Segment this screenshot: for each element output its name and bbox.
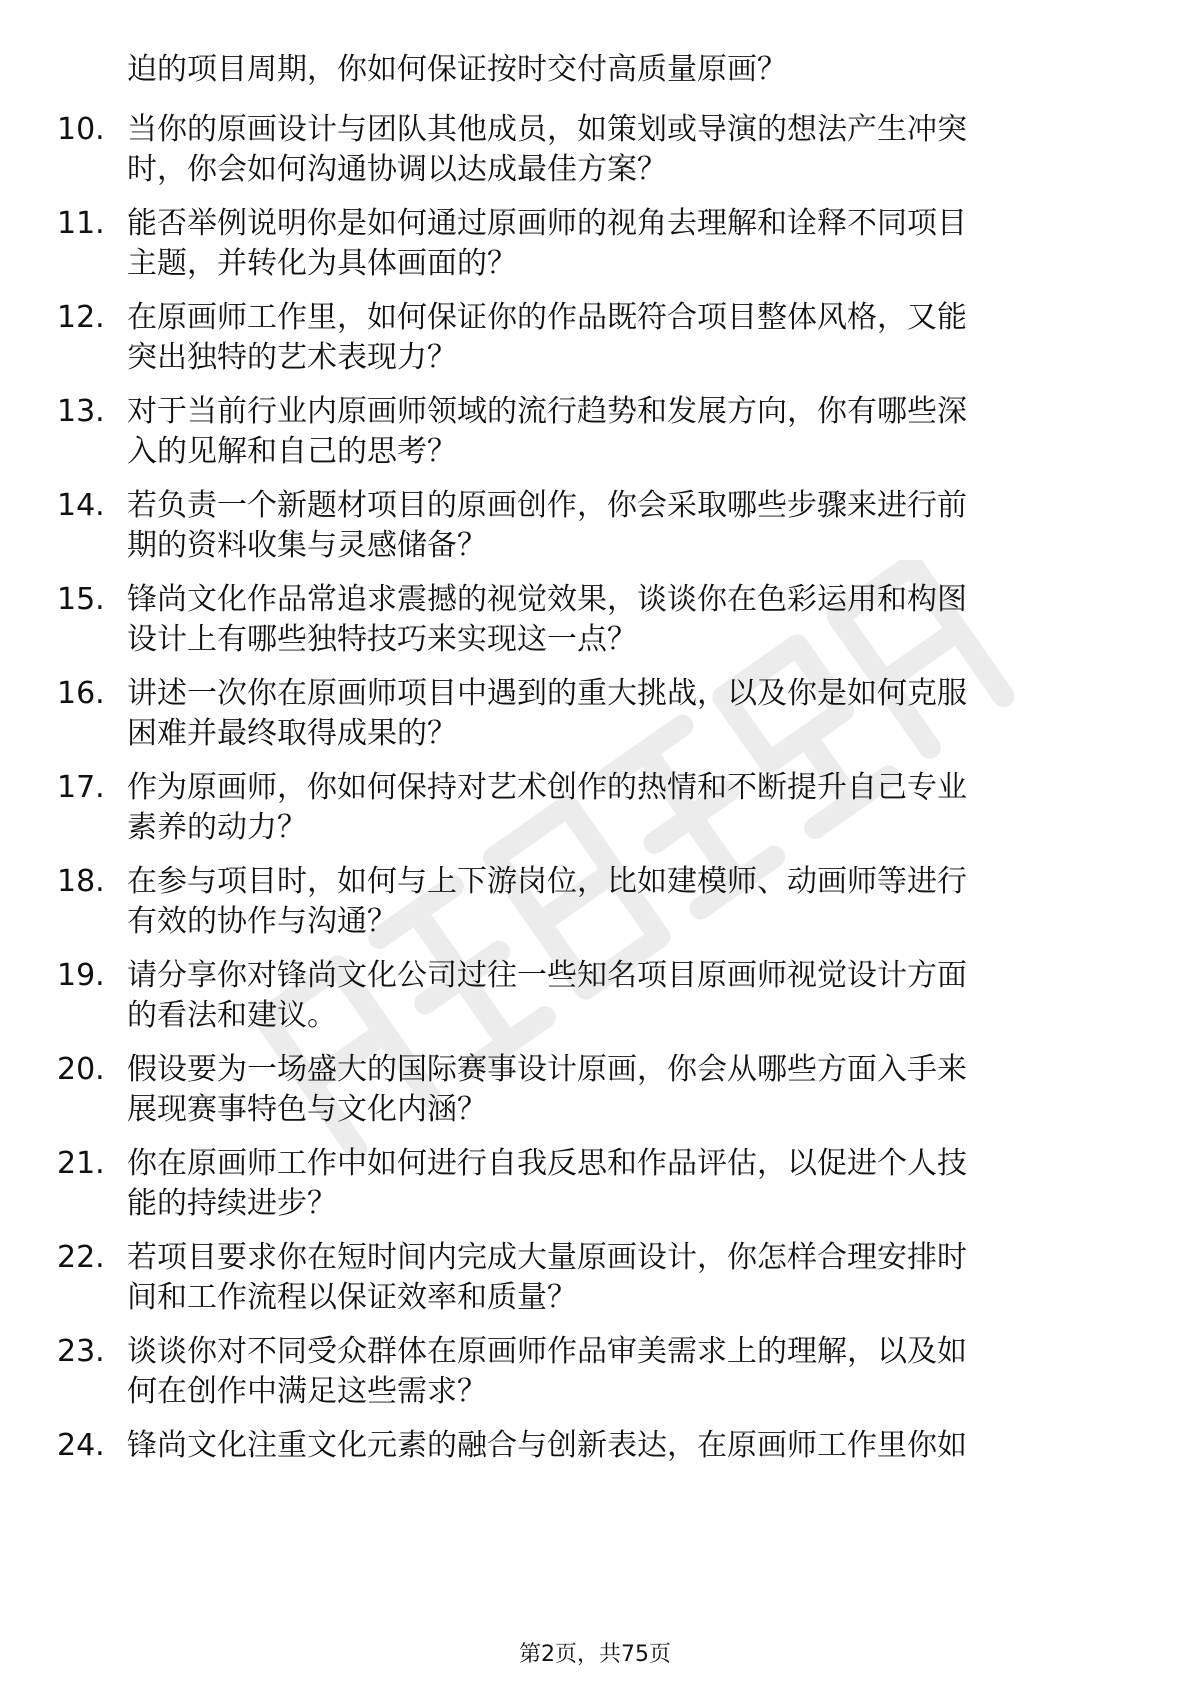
question-text-line1: 假设要为一场盛大的国际赛事设计原画，你会从哪些方面入手来 (127, 1052, 967, 1087)
question-text-line2: 有效的协作与沟通？ (127, 904, 397, 939)
question-number: 11. (57, 206, 105, 241)
question-number: 16. (57, 676, 105, 711)
question-text-line1: 请分享你对锋尚文化公司过往一些知名项目原画师视觉设计方面 (127, 958, 967, 993)
question-number: 12. (57, 300, 105, 335)
question-text-line2: 间和工作流程以保证效率和质量？ (127, 1280, 577, 1315)
question-text-line2: 能的持续进步？ (127, 1186, 337, 1221)
question-item (0, 1332, 1190, 1422)
question-text-line1: 讲述一次你在原画师项目中遇到的重大挑战，以及你是如何克服 (127, 676, 967, 711)
question-item (0, 862, 1190, 952)
question-item (0, 298, 1190, 388)
question-text-line2: 素养的动力？ (127, 810, 307, 845)
question-item (0, 956, 1190, 1046)
question-text-line1: 对于当前行业内原画师领域的流行趋势和发展方向，你有哪些深 (127, 394, 967, 429)
question-number: 20. (57, 1052, 105, 1087)
question-item (0, 674, 1190, 764)
question-number: 22. (57, 1240, 105, 1275)
question-text-line2: 期的资料收集与灵感储备？ (127, 528, 487, 563)
question-number: 17. (57, 770, 105, 805)
question-number: 18. (57, 864, 105, 899)
question-item (0, 110, 1190, 200)
question-number: 19. (57, 958, 105, 993)
question-item (0, 204, 1190, 294)
page-footer: 第2页，共75页 (519, 1642, 671, 1667)
question-text-line1: 当你的原画设计与团队其他成员，如策划或导演的想法产生冲突 (127, 112, 967, 147)
question-text-line1: 谈谈你对不同受众群体在原画师作品审美需求上的理解，以及如 (127, 1334, 967, 1369)
question-text-line2: 突出独特的艺术表现力？ (127, 340, 457, 375)
question-item (0, 486, 1190, 576)
continuation-line: 迫的项目周期，你如何保证按时交付高质量原画？ (127, 52, 787, 87)
question-item (0, 1238, 1190, 1328)
question-text-line1: 你在原画师工作中如何进行自我反思和作品评估，以促进个人技 (127, 1146, 967, 1181)
question-text-line1: 在参与项目时，如何与上下游岗位，比如建模师、动画师等进行 (127, 864, 967, 899)
question-item (0, 392, 1190, 482)
question-text-line2: 入的见解和自己的思考？ (127, 434, 457, 469)
question-text-line1: 锋尚文化作品常追求震撼的视觉效果，谈谈你在色彩运用和构图 (127, 582, 967, 617)
question-number: 14. (57, 488, 105, 523)
question-text-line2: 展现赛事特色与文化内涵？ (127, 1092, 487, 1127)
question-item (0, 768, 1190, 858)
question-text-line1: 锋尚文化注重文化元素的融合与创新表达，在原画师工作里你如 (127, 1428, 967, 1463)
question-text-line1: 作为原画师，你如何保持对艺术创作的热情和不断提升自己专业 (127, 770, 967, 805)
question-text-line2: 主题，并转化为具体画面的？ (127, 246, 517, 281)
question-number: 24. (57, 1428, 105, 1463)
question-text-line1: 若负责一个新题材项目的原画创作，你会采取哪些步骤来进行前 (127, 488, 967, 523)
question-item (0, 1050, 1190, 1140)
question-text-line2: 困难并最终取得成果的？ (127, 716, 457, 751)
question-number: 13. (57, 394, 105, 429)
question-text-line2: 何在创作中满足这些需求？ (127, 1374, 487, 1409)
question-text-line1: 若项目要求你在短时间内完成大量原画设计，你怎样合理安排时 (127, 1240, 967, 1275)
question-number: 15. (57, 582, 105, 617)
question-text-line1: 在原画师工作里，如何保证你的作品既符合项目整体风格，又能 (127, 300, 967, 335)
question-text-line2: 的看法和建议。 (127, 998, 337, 1033)
question-item (0, 580, 1190, 670)
question-text-line2: 时，你会如何沟通协调以达成最佳方案？ (127, 152, 667, 187)
question-number: 23. (57, 1334, 105, 1369)
question-item (0, 1144, 1190, 1234)
question-number: 21. (57, 1146, 105, 1181)
question-text-line2: 设计上有哪些独特技巧来实现这一点？ (127, 622, 637, 657)
question-text-line1: 能否举例说明你是如何通过原画师的视角去理解和诠释不同项目 (127, 206, 967, 241)
question-number: 10. (57, 112, 105, 147)
question-item (0, 1426, 1190, 1516)
